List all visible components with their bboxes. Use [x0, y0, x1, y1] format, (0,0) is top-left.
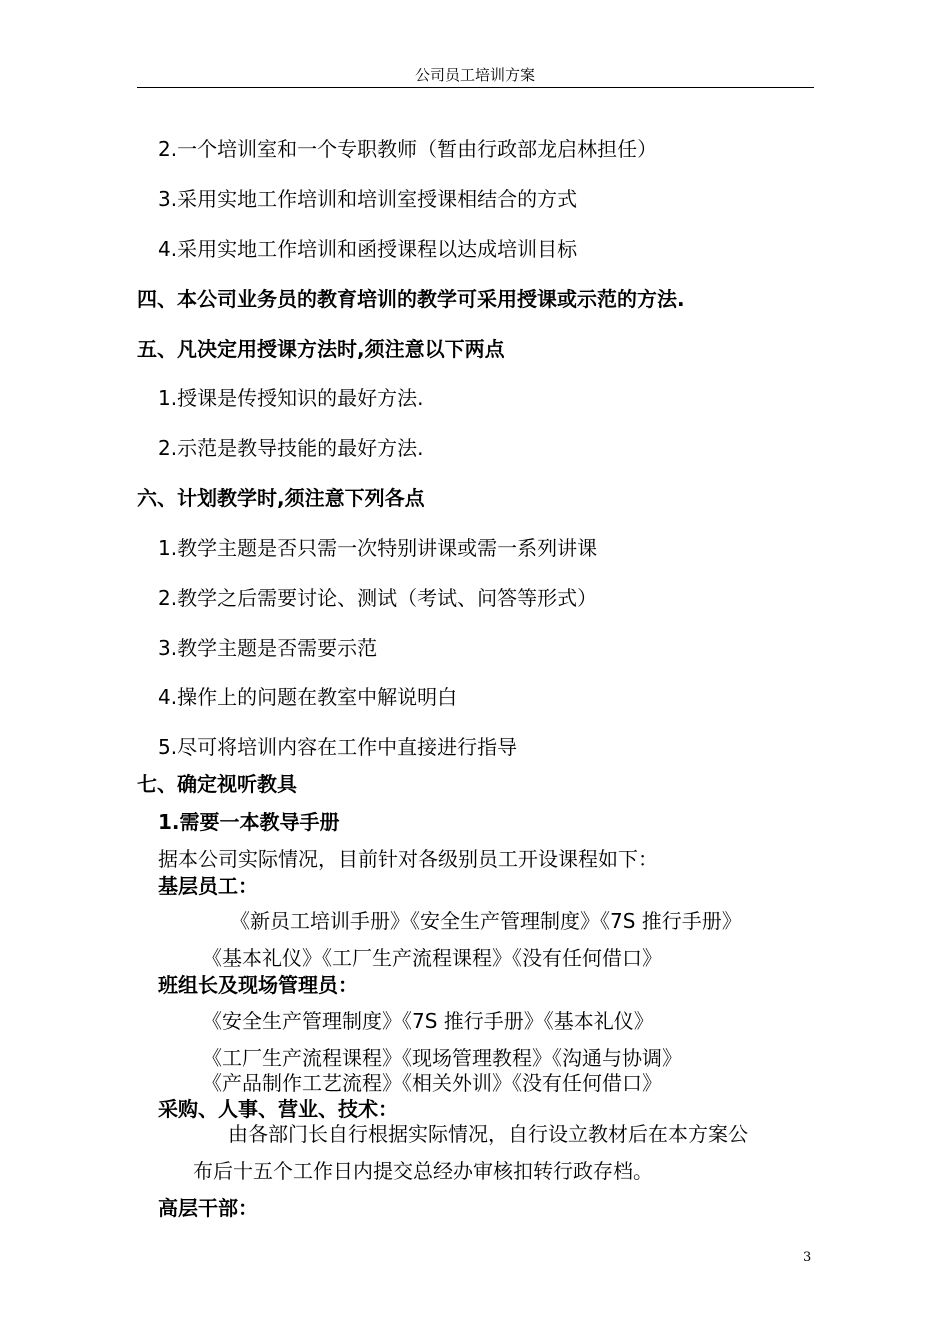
list-item: 3.采用实地工作培训和培训室授课相结合的方式 — [158, 187, 578, 211]
page-number: 3 — [803, 1250, 812, 1265]
paragraph: 由各部门长自行根据实际情况，自行设立教材后在本方案公 — [228, 1122, 748, 1146]
section-heading: 五、凡决定用授课方法时,须注意以下两点 — [137, 337, 505, 361]
group-heading: 采购、人事、营业、技术： — [158, 1097, 398, 1121]
group-heading: 基层员工： — [158, 874, 258, 898]
course-list: 《安全生产管理制度》《7S 推行手册》《基本礼仪》 — [202, 1009, 654, 1033]
subsection-heading: 1.需要一本教导手册 — [158, 810, 340, 834]
course-list: 《基本礼仪》《工厂生产流程课程》《没有任何借口》 — [202, 946, 662, 970]
header-title: 公司员工培训方案 — [414, 66, 535, 84]
list-item: 1.教学主题是否只需一次特别讲课或需一系列讲课 — [158, 536, 598, 560]
group-heading: 高层干部： — [158, 1196, 258, 1220]
list-item: 1.授课是传授知识的最好方法. — [158, 386, 424, 410]
section-heading: 七、确定视听教具 — [137, 772, 297, 796]
group-heading: 班组长及现场管理员： — [158, 973, 358, 997]
course-list: 《新员工培训手册》《安全生产管理制度》《7S 推行手册》 — [230, 909, 742, 933]
list-item: 5.尽可将培训内容在工作中直接进行指导 — [158, 735, 518, 759]
list-item: 2.示范是教导技能的最好方法. — [158, 436, 424, 460]
course-list: 《产品制作工艺流程》《相关外训》《没有任何借口》 — [202, 1071, 662, 1095]
list-item: 2.教学之后需要讨论、测试（考试、问答等形式） — [158, 586, 598, 610]
paragraph: 据本公司实际情况，目前针对各级别员工开设课程如下： — [158, 847, 658, 871]
section-heading: 六、计划教学时,须注意下列各点 — [137, 486, 425, 510]
list-item: 3.教学主题是否需要示范 — [158, 636, 378, 660]
course-list: 《工厂生产流程课程》《现场管理教程》《沟通与协调》 — [202, 1046, 682, 1070]
section-heading: 四、本公司业务员的教育培训的教学可采用授课或示范的方法. — [137, 287, 685, 311]
list-item: 4.操作上的问题在教室中解说明白 — [158, 685, 458, 709]
paragraph: 布后十五个工作日内提交总经办审核扣转行政存档。 — [193, 1159, 653, 1183]
header-rule — [137, 87, 814, 88]
list-item: 4.采用实地工作培训和函授课程以达成培训目标 — [158, 237, 578, 261]
list-item: 2.一个培训室和一个专职教师（暂由行政部龙启林担任） — [158, 137, 658, 161]
